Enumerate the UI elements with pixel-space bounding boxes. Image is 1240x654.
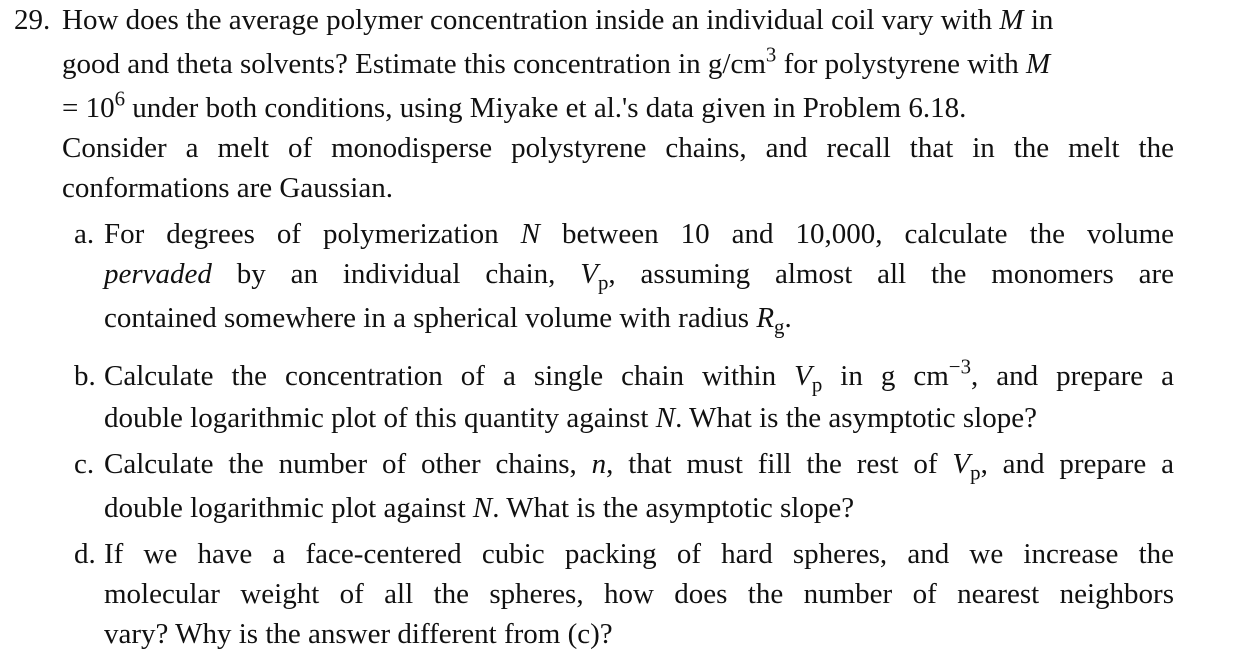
problem-line-3 — [62, 86, 967, 124]
text: . What is the asymptotic slope? — [492, 492, 855, 524]
text: , and prepare a — [971, 360, 1174, 392]
var-n: N — [472, 492, 493, 524]
var-n: N — [655, 402, 676, 434]
part-c-line-2 — [104, 494, 854, 523]
text: Calculate the number of other chains, — [104, 448, 592, 480]
text: in g cm — [822, 360, 949, 392]
part-a-line-2 — [104, 258, 1174, 295]
text: for polystyrene with — [776, 48, 1026, 80]
part-a-line-1 — [104, 220, 1174, 249]
exponent: 6 — [114, 86, 126, 111]
var-m: M — [1026, 48, 1051, 80]
part-d-label: d. — [74, 538, 96, 570]
text: , that must fill the rest of — [606, 448, 953, 480]
problem-number: 29. — [14, 4, 51, 36]
text: = 10 — [62, 92, 115, 124]
exponent: −3 — [948, 354, 972, 379]
text: by an individual chain, — [211, 258, 581, 290]
text: For degrees of polymerization — [104, 218, 521, 250]
var-m: M — [999, 4, 1024, 36]
text: How does the average polymer concentration inside an individual coil vary with — [62, 4, 1000, 36]
part-c-line-1 — [104, 448, 1174, 485]
text: good and theta solvents? Estimate this concentration in g/cm — [62, 48, 766, 80]
var-r: R — [756, 302, 775, 334]
text: Calculate the concentration of a single chain within — [104, 360, 795, 392]
exponent: 3 — [765, 42, 777, 67]
var-n: N — [520, 218, 540, 250]
text: between 10 and 10,000, calculate the volume — [539, 218, 1174, 250]
text: . What is the asymptotic slope? — [675, 402, 1037, 434]
var-v: V — [952, 448, 971, 480]
problem-line-1 — [62, 6, 1053, 35]
part-d-line-1: If we have a face-centered cubic packing of hard spheres, and we increase the — [104, 538, 1174, 570]
var-n: n — [591, 448, 607, 480]
subscript: p — [811, 372, 823, 397]
text: , assuming almost all the monomers are — [608, 258, 1174, 290]
text: in — [1023, 4, 1054, 36]
subscript: p — [970, 460, 981, 485]
text: contained somewhere in a spherical volume with radius — [104, 302, 757, 334]
text: under both conditions, using Miyake et al.'s data given in Problem 6.18. — [125, 92, 967, 124]
problem-line-2 — [62, 42, 1051, 80]
part-a-label: a. — [74, 218, 95, 250]
part-b-line-2 — [104, 404, 1037, 433]
text: . — [784, 302, 792, 334]
part-c-label: c. — [74, 448, 95, 480]
var-v: V — [794, 360, 812, 392]
emphasis: pervaded — [104, 258, 212, 290]
var-v: V — [580, 258, 598, 290]
text: double logarithmic plot of this quantity against — [104, 402, 656, 434]
text: , and prepare a — [980, 448, 1174, 480]
part-d-line-2: molecular weight of all the spheres, how does the number of nearest neighbors — [104, 578, 1174, 610]
problem-line-5: conformations are Gaussian. — [62, 172, 393, 204]
part-d-line-3: vary? Why is the answer different from (c)? — [104, 618, 613, 650]
subscript: g — [774, 314, 785, 339]
text: double logarithmic plot against — [104, 492, 473, 524]
problem-line-4: Consider a melt of monodisperse polystyrene chains, and recall that in the melt the — [62, 132, 1174, 164]
part-b-label: b. — [74, 360, 96, 392]
part-a-line-3 — [104, 302, 792, 339]
part-b-line-1 — [104, 354, 1174, 397]
subscript: p — [597, 270, 609, 295]
